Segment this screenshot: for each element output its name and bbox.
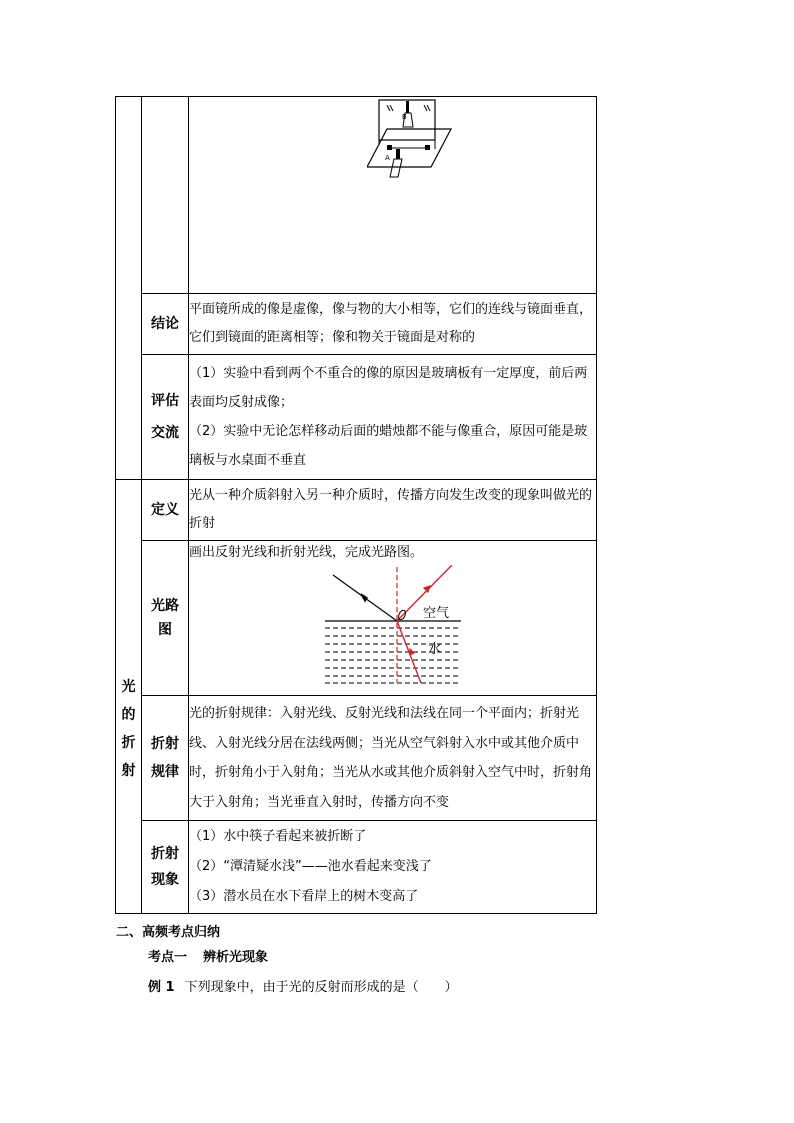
refraction-ray-diagram [325,565,461,685]
knowledge-table [115,96,597,914]
conclusion-text: 平面镜所成的像是虚像，像与物的大小相等，它们的连线与镜面垂直，它们到镜面的距离相等；像和物关于镜面是对称的 [189,294,597,355]
refraction-title-char-4: 射 [121,762,136,779]
phenomena-label-line-1: 折射 [151,846,179,862]
figure-label-cell [142,97,189,294]
diagram-cell [189,541,597,696]
diagram-label [142,541,189,696]
plane-mirror-experiment-figure [367,97,487,193]
refraction-section-title [116,480,142,914]
law-label-line-1: 折射 [151,736,179,752]
phenomena-item-1: （1）水中筷子看起来被折断了 [189,829,367,844]
diagram-label-line-2: 图 [158,622,172,638]
phenomena-item-2: （2）“潭清疑水浅”——池水看起来变浅了 [189,859,432,874]
refraction-title-char-2: 的 [121,706,136,723]
definition-label: 定义 [142,480,189,541]
mirror-figure-cell [189,97,597,294]
conclusion-label: 结论 [142,294,189,355]
refraction-title-char-1: 光 [121,678,136,695]
exam-point-1-title: 辨析光现象 [203,950,269,965]
evaluation-text [189,355,597,480]
diagram-instruction: 画出反射光线和折射光线，完成光路图。 [189,545,424,560]
law-label-line-2: 规律 [151,764,179,780]
exam-point-1 [148,946,268,965]
diagram-label-line-1: 光路 [151,598,179,614]
evaluation-label-line-1: 评估 [151,393,179,409]
phenomena-label [142,821,189,914]
definition-text: 光从一种介质斜射入另一种介质时，传播方向发生改变的现象叫做光的折射 [189,480,597,541]
diagram-air-label: 空气 [423,606,450,621]
section-2-heading: 二、高频考点归纳 [116,925,221,940]
example-1 [148,976,458,995]
phenomena-item-3: （3）潜水员在水下看岸上的树木变高了 [189,889,419,904]
exam-point-1-label: 考点一 [148,950,188,965]
law-text: 光的折射规律：入射光线、反射光线和法线在同一个平面内；折射光线、入射光线分居在法线两侧；当光从空气斜射入水中或其他介质中时，折射角小于入射角；当光从水或其他介质斜射入空气中时，折射角大于入射角；当光垂直入射时，传播方向不变 [189,696,597,821]
phenomena-text [189,821,597,914]
example-1-label: 例 1 [148,980,175,995]
diagram-water-label: 水 [428,642,442,657]
evaluation-label-line-2: 交流 [151,425,179,441]
law-label [142,696,189,821]
evaluation-item-2: （2）实验中无论怎样移动后面的蜡烛都不能与像重合，原因可能是玻璃板与水桌面不垂直 [189,424,588,468]
figure-label-a: A [385,154,390,162]
example-1-question: 下列现象中，由于光的反射而形成的是（ ） [184,980,458,995]
phenomena-label-line-2: 现象 [151,872,179,888]
evaluation-label [142,355,189,480]
evaluation-item-1: （1）实验中看到两个不重合的像的原因是玻璃板有一定厚度，前后两表面均反射成像； [189,366,588,410]
figure-label-b: B [402,113,407,121]
mirror-section-cell [116,97,142,480]
refraction-title-char-3: 折 [121,734,136,751]
